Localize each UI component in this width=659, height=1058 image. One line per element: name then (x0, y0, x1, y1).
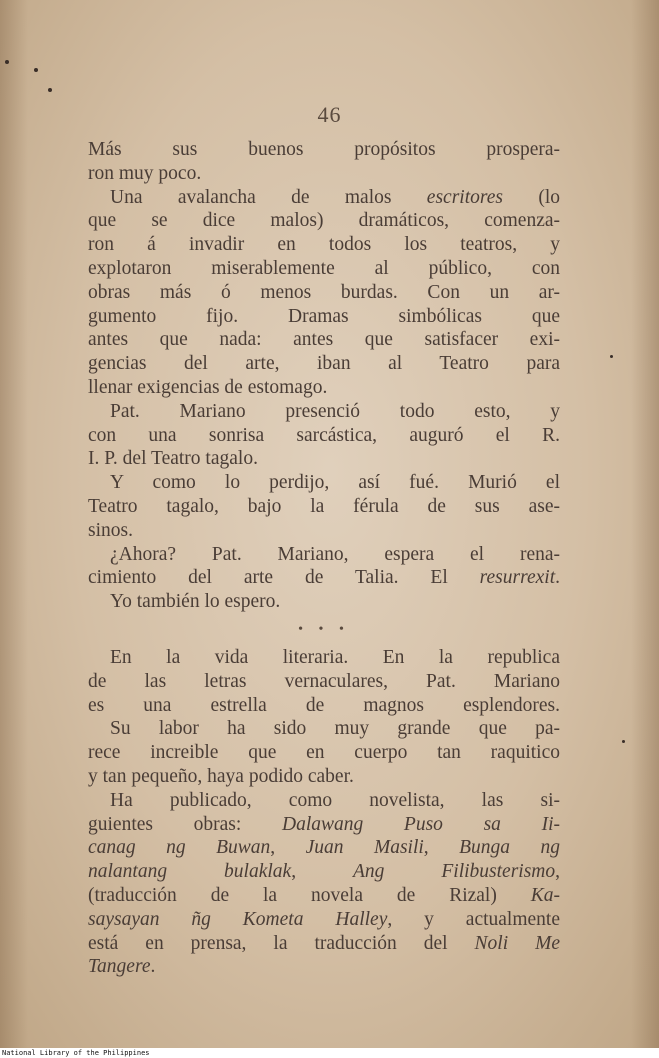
text-line: que se dice malos) dramáticos, comenza- (88, 210, 560, 232)
text-line: obras más ó menos burdas. Con un ar- (88, 281, 560, 303)
text-line: ¿Ahora? Pat. Mariano, espera el rena- (110, 543, 560, 565)
text-line: Teatro tagalo, bajo la férula de sus ase- (88, 495, 560, 517)
page-number: 46 (317, 102, 342, 127)
text-line: es una estrella de magnos esplendores. (88, 694, 560, 716)
page-edge-shadow-right (631, 0, 659, 1048)
text-line: canag ng Buwan, Juan Masili, Bunga ng (88, 837, 561, 859)
text-line: En la vida literaria. En la republica (110, 646, 560, 668)
text-line: rece increible que en cuerpo tan raquitico (88, 742, 560, 764)
ink-speck (610, 355, 613, 358)
text-line: y tan pequeño, haya podido caber. (88, 765, 354, 787)
text-line: Una avalancha de malos escritores (lo (110, 186, 560, 208)
text-line: Ha publicado, como novelista, las si- (110, 789, 560, 811)
section-separator: • • • (298, 621, 350, 637)
text-line: ron á invadir en todos los teatros, y (88, 234, 560, 256)
text-line: antes que nada: antes que satisfacer exi- (88, 329, 560, 351)
text-line: guientes obras: Dalawang Puso sa Ii- (88, 813, 560, 835)
text-line: nalantang bulaklak, Ang Filibusterismo, (88, 861, 561, 883)
text-line: (traducción de la novela de Rizal) Ka- (88, 884, 560, 906)
text-line: Más sus buenos propósitos prospera- (88, 139, 560, 160)
text-line: explotaron miserablemente al público, con (88, 257, 560, 279)
text-line: llenar exigencias de estomago. (88, 376, 328, 398)
text-line: I. P. del Teatro tagalo. (88, 448, 258, 470)
ink-speck (5, 60, 9, 64)
text-line: ron muy poco. (88, 162, 202, 184)
text-line: sinos. (88, 519, 133, 541)
text-line: está en prensa, la traducción del Noli Me (88, 932, 560, 954)
ink-speck (622, 740, 625, 743)
library-credit: National Library of the Philippines (2, 1049, 150, 1057)
text-line: saysayan ñg Kometa Halley, y actualmente (88, 908, 560, 930)
text-line: Y como lo perdijo, así fué. Murió el (110, 472, 560, 494)
text-line: cimiento del arte de Talia. El resurrexit. (88, 567, 560, 589)
text-line: Pat. Mariano presenció todo esto, y (110, 400, 560, 422)
ink-speck (48, 88, 52, 92)
text-line: Tangere. (88, 956, 156, 978)
text-line: Yo también lo espero. (110, 591, 281, 613)
text-line: gumento fijo. Dramas simbólicas que (88, 305, 560, 327)
text-line: gencias del arte, iban al Teatro para (88, 353, 560, 375)
text-line: de las letras vernaculares, Pat. Mariano (88, 670, 560, 692)
text-line: con una sonrisa sarcástica, auguró el R. (88, 424, 560, 446)
ink-speck (34, 68, 38, 72)
text-line: Su labor ha sido muy grande que pa- (110, 718, 560, 740)
body-text (88, 138, 560, 979)
page-edge-shadow-left (0, 0, 28, 1048)
